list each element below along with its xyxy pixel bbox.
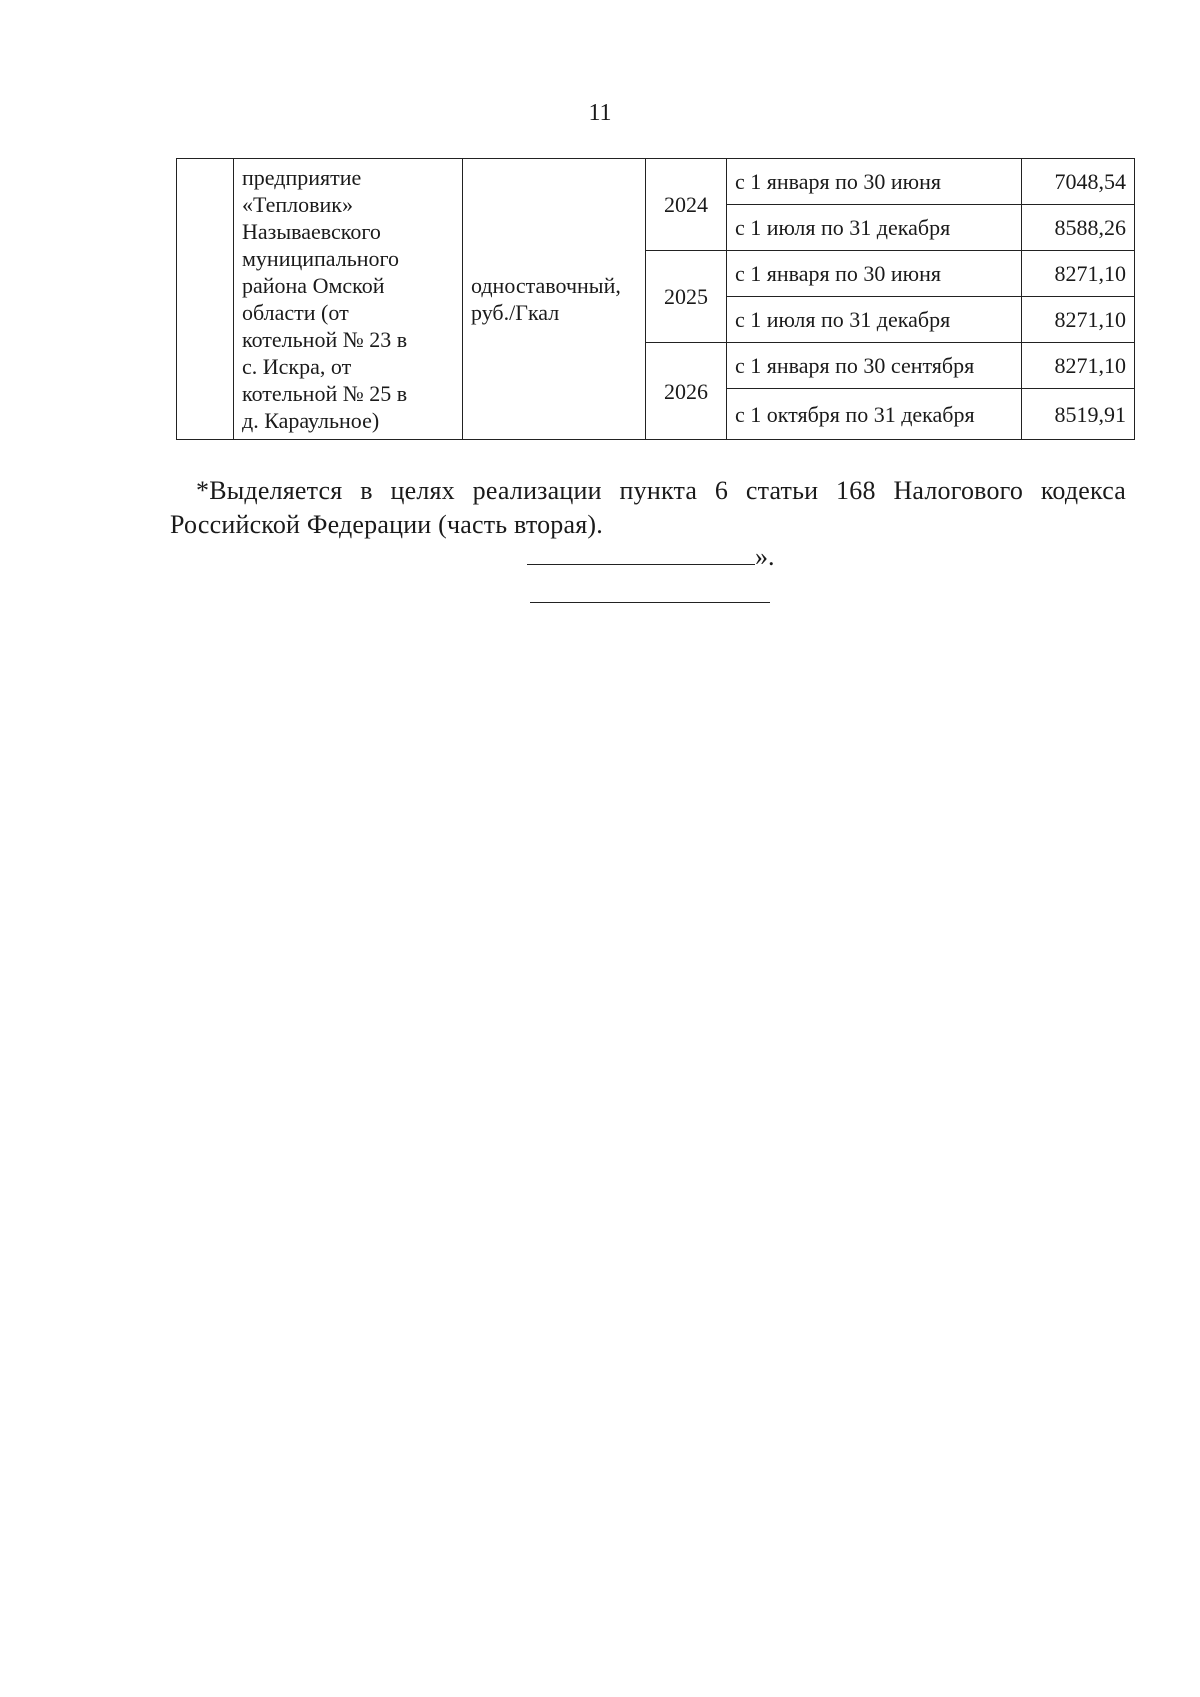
tariff-value-cell: 7048,54 <box>1022 159 1135 205</box>
period-cell: с 1 октября по 31 декабря <box>727 389 1022 440</box>
period-cell: с 1 июля по 31 декабря <box>727 205 1022 251</box>
page-number: 11 <box>588 100 612 126</box>
tariff-value-cell: 8271,10 <box>1022 343 1135 389</box>
organization-line: котельной № 25 в <box>242 381 408 406</box>
organization-line: «Тепловик» <box>242 192 353 217</box>
organization-line: котельной № 23 в <box>242 327 408 352</box>
tariff-table <box>176 158 1135 440</box>
end-rule <box>530 602 770 603</box>
rate-type-line: одноставочный, <box>471 273 621 298</box>
organization-line: муниципального <box>242 246 400 271</box>
rate-type-line: руб./Гкал <box>471 300 560 325</box>
year-cell: 2024 <box>646 159 727 251</box>
period-cell: с 1 января по 30 июня <box>727 251 1022 297</box>
tariff-value-cell: 8588,26 <box>1022 205 1135 251</box>
rate-type-cell <box>463 159 646 440</box>
table-row <box>177 159 1135 205</box>
organization-cell <box>234 159 463 440</box>
organization-line: предприятие <box>242 165 362 190</box>
organization-line: с. Искра, от <box>242 354 352 379</box>
footnote: *Выделяется в целях реализации пункта 6 статьи 168 Налогового кодекса Российской Федерации (часть вторая). <box>170 476 1126 539</box>
tariff-value-cell: 8519,91 <box>1022 389 1135 440</box>
organization-line: района Омской <box>242 273 385 298</box>
year-cell: 2026 <box>646 343 727 440</box>
organization-line: д. Караульное) <box>242 408 380 433</box>
period-cell: с 1 июля по 31 декабря <box>727 297 1022 343</box>
closing-quote: ». <box>755 542 775 571</box>
organization-line: Называевского <box>242 219 381 244</box>
closing-line <box>527 542 775 572</box>
tariff-value-cell: 8271,10 <box>1022 251 1135 297</box>
tariff-value-cell: 8271,10 <box>1022 297 1135 343</box>
period-cell: с 1 января по 30 сентября <box>727 343 1022 389</box>
closing-rule <box>527 542 755 565</box>
row-number-cell <box>177 159 234 440</box>
period-cell: с 1 января по 30 июня <box>727 159 1022 205</box>
organization-line: области (от <box>242 300 349 325</box>
year-cell: 2025 <box>646 251 727 343</box>
